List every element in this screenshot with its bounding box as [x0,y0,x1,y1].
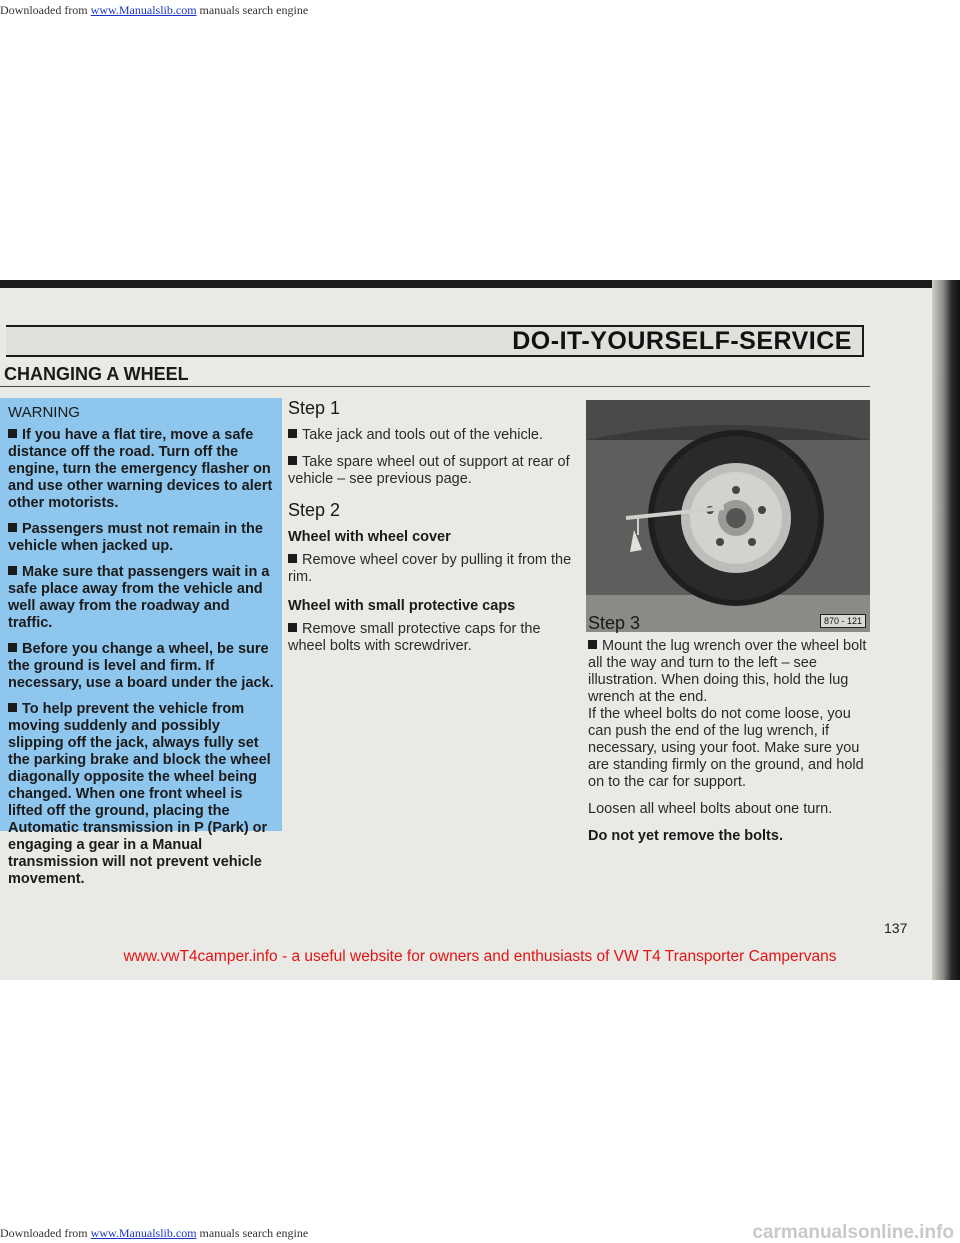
cover-text: Remove wheel cover by pulling it from the rim. [288,552,572,585]
top-note-link[interactable]: www.Manualslib.com [90,3,197,17]
step3-text-foot: If the wheel bolts do not come loose, you can push the end of the lug wrench, if necessary, using your foot. Make sure you are standing firmly on the ground, and hold on to the car for support. [588,706,864,790]
caps-text: Remove small protective caps for the wheel bolts with screwdriver. [288,621,541,654]
warning-item: Make sure that passengers wait in a safe place away from the vehicle and well away from the roadway and traffic. [8,564,270,631]
bullet-icon [8,703,17,712]
wheel-photo [586,400,870,632]
step3-title: Step 3 [588,613,641,633]
header-title: DO-IT-YOURSELF-SERVICE [512,327,852,355]
wheel-illustration [586,400,870,632]
header-banner [6,325,864,357]
page-number: 137 [884,920,908,936]
website-footer: www.vwT4camper.info - a useful website for owners and enthusiasts of VW T4 Transporter Campervans [123,948,837,965]
bottom-download-note [0,1224,960,1242]
bullet-icon [8,523,17,532]
bullet-icon [288,554,297,563]
warning-item: If you have a flat tire, move a safe distance off the road. Turn off the engine, turn the emergency flasher on and use other warning devices to alert other motorists. [8,427,273,511]
warning-box [0,398,282,887]
top-note-prefix: Downloaded from [0,3,91,17]
bottom-note-link[interactable]: www.Manualslib.com [90,1226,197,1240]
step3-warning: Do not yet remove the bolts. [588,828,783,844]
top-note-suffix: manuals search engine [196,3,309,17]
bullet-icon [8,643,17,652]
figure-label: 870 - 121 [820,614,866,628]
page-top-border [0,280,960,288]
manual-page [0,280,960,980]
step1-title: Step 1 [288,398,341,418]
step1-item: Take jack and tools out of the vehicle. [288,427,580,444]
warning-item: Passengers must not remain in the vehicle when jacked up. [8,521,263,554]
bottom-note-prefix: Downloaded from [0,1226,91,1240]
warning-item: To help prevent the vehicle from moving suddenly and possibly slipping off the jack, always fully set the parking brake and block the wheel diagonally opposite the wheel being changed. When one front wheel is lifted off the ground, placing the Automatic transmission in P (Park) or engaging a gear in a Manual transmission will not prevent vehicle movement. [8,701,271,887]
steps-column [288,400,580,665]
caps-heading: Wheel with small protective caps [288,598,516,614]
step3-loosen: Loosen all wheel bolts about one turn. [588,801,833,817]
bullet-icon [8,429,17,438]
step2-title: Step 2 [288,500,341,520]
bullet-icon [288,456,297,465]
watermark-text: carmanualsonline.info [752,1222,954,1243]
step1-item: Take spare wheel out of support at rear of vehicle – see previous page. [288,454,570,487]
bullet-icon [588,640,597,649]
warning-item: Before you change a wheel, be sure the ground is level and firm. If necessary, use a board under the jack. [8,641,274,691]
step3-column [588,615,870,855]
bottom-note-suffix: manuals search engine [196,1226,309,1240]
step3-text: Mount the lug wrench over the wheel bolt all the way and turn to the left – see illustration. When doing this, hold the lug wrench at the end. [588,638,867,705]
bullet-icon [288,429,297,438]
cover-heading: Wheel with wheel cover [288,529,451,545]
top-download-note [0,0,960,20]
bullet-icon [288,623,297,632]
bullet-icon [8,566,17,575]
book-binding-edge [932,280,960,980]
section-title: CHANGING A WHEEL [4,364,189,384]
section-rule [0,386,870,387]
warning-title: WARNING [8,404,80,421]
